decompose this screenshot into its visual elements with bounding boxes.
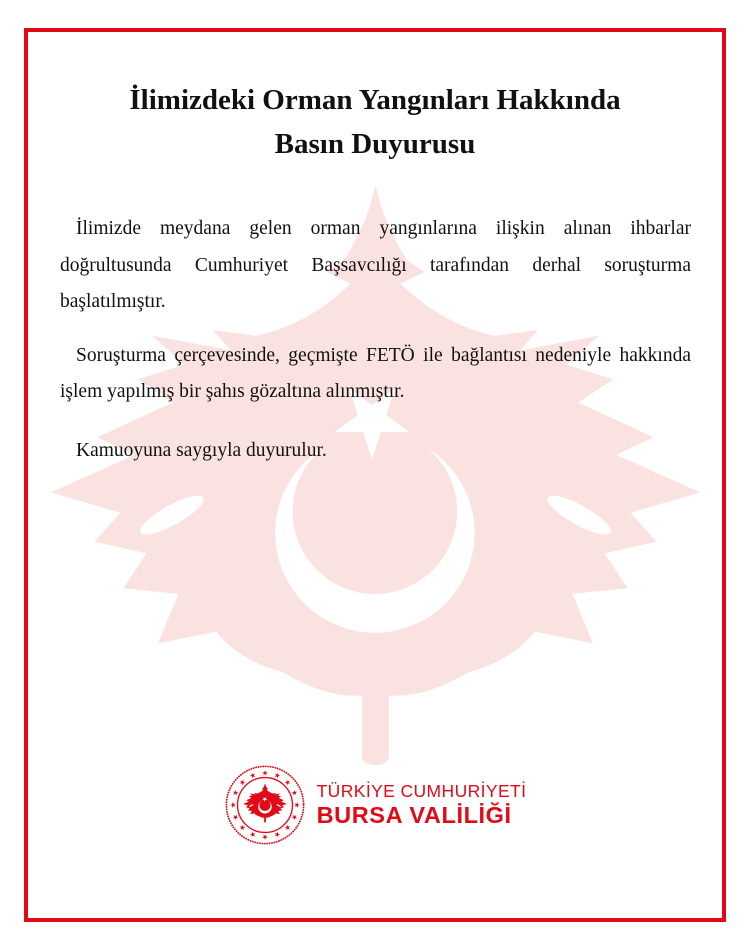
body-text: [60, 211, 691, 486]
government-logo-text: [316, 780, 527, 828]
paragraph-investigation: İlimizde meydana gelen orman yangınlarına ilişkin alınan ihbarlar doğrultusunda Cumhuriyet Başsavcılığı tarafından derhal soruşturma başlatılmıştır.: [60, 218, 691, 312]
logo-governorship-name: BURSA VALİLİĞİ: [316, 802, 512, 828]
page-title: [40, 78, 710, 166]
title-line-2: Basın Duyurusu: [274, 128, 476, 160]
paragraph-detention: Soruşturma çerçevesinde, geçmişte FETÖ ile bağlantısı nedeniyle hakkında işlem yapılmış bir şahıs gözaltına alınmıştır.: [60, 344, 691, 402]
logo-country-name: TÜRKİYE CUMHURİYETİ: [316, 780, 527, 801]
government-emblem-icon: [224, 764, 306, 846]
title-line-1: İlimizdeki Orman Yangınları Hakkında: [129, 84, 621, 116]
government-logo: [0, 764, 750, 846]
paragraph-closing: Kamuoyuna saygıyla duyurulur.: [76, 439, 327, 461]
